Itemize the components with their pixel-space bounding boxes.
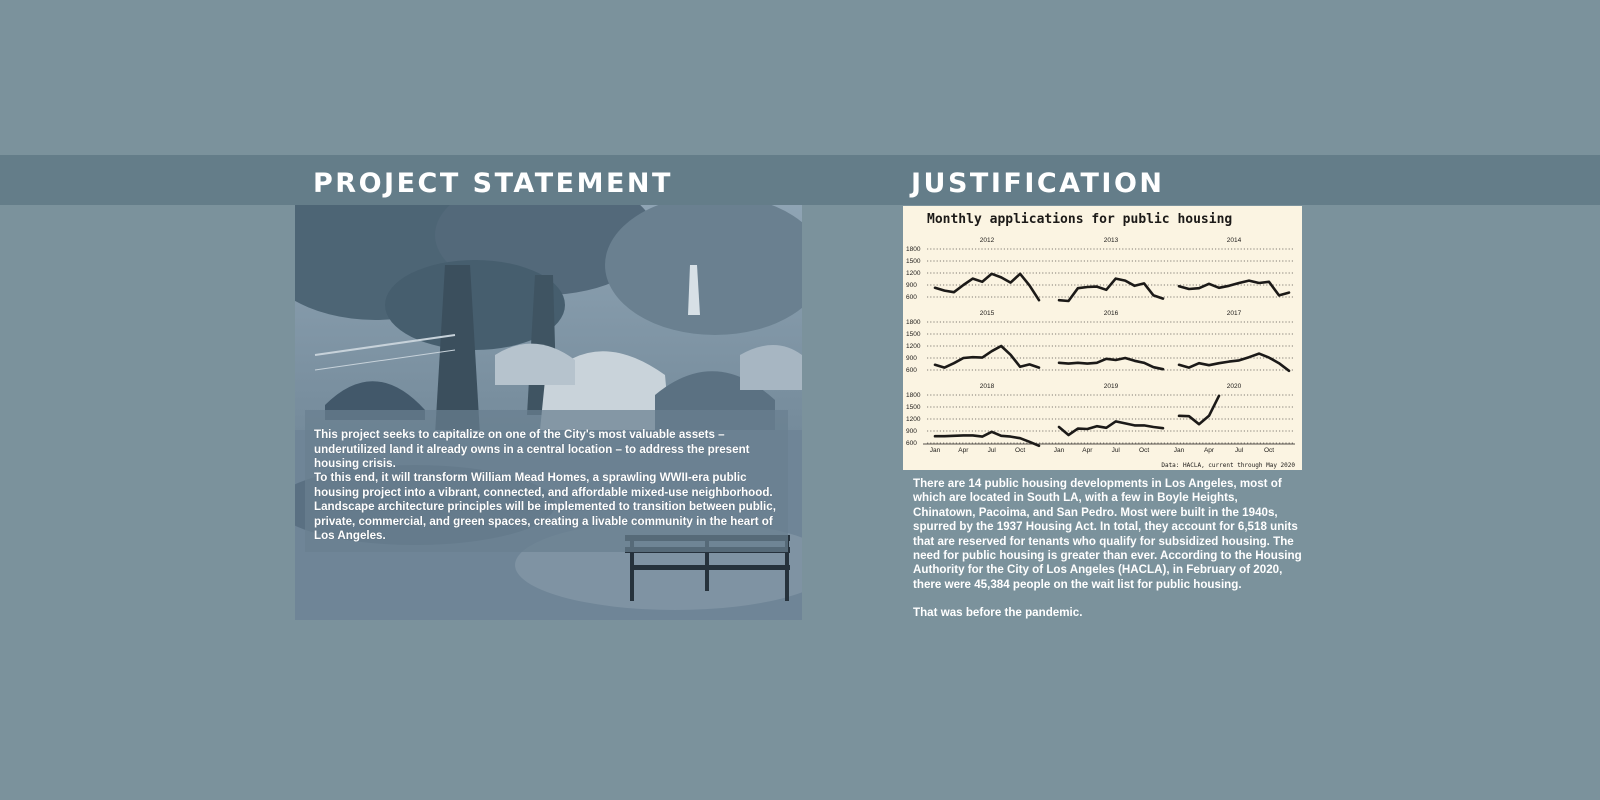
x-tick-label: Jul — [987, 447, 996, 454]
y-tick-label: 1800 — [906, 246, 921, 253]
statement-paragraph-2: To this end, it will transform William Mead Homes, a sprawling WWII-era public housing project into a vibrant, connected, and affordable mixed-use neighborhood. Landscape architecture principles will be implemented to transition between public, private, commercial, and green spaces, creating a livable community in the heart of Los Angeles. — [314, 471, 776, 542]
panel-year-label: 2016 — [1103, 310, 1119, 317]
y-tick-label: 600 — [906, 294, 917, 301]
project-statement-heading: PROJECT STATEMENT — [313, 168, 673, 199]
y-tick-label: 900 — [906, 355, 917, 362]
series-line-2019 — [1059, 421, 1163, 435]
y-tick-label: 1500 — [906, 331, 921, 338]
chart-canvas — [903, 206, 1302, 470]
x-tick-label: Oct — [1139, 447, 1150, 454]
x-tick-label: Oct — [1263, 447, 1275, 454]
series-line-2014 — [1179, 281, 1289, 296]
applications-chart — [903, 206, 1302, 470]
y-tick-label: 600 — [906, 440, 917, 447]
x-tick-label: Apr — [958, 447, 969, 454]
series-line-2016 — [1059, 358, 1163, 369]
chart-title: Monthly applications for public housing — [927, 212, 1233, 227]
x-tick-label: Apr — [1203, 447, 1215, 454]
justification-paragraph-2: That was before the pandemic. — [913, 606, 1083, 619]
header-band — [0, 155, 1600, 205]
y-tick-label: 1800 — [906, 319, 921, 326]
x-tick-label: Jan — [1173, 447, 1185, 454]
y-tick-label: 600 — [906, 367, 917, 374]
series-line-2013 — [1059, 279, 1163, 301]
y-tick-label: 900 — [906, 282, 917, 289]
y-tick-label: 1500 — [906, 258, 921, 265]
x-tick-label: Jan — [929, 447, 941, 454]
series-line-2017 — [1179, 354, 1289, 371]
x-tick-label: Jul — [1234, 447, 1244, 454]
series-line-2015 — [935, 346, 1039, 368]
statement-paragraph-1: This project seeks to capitalize on one of the City's most valuable assets – underutilized land it already owns in a central location – to address the present housing crisis. — [314, 428, 750, 470]
panel-year-label: 2014 — [1226, 237, 1242, 244]
panel-year-label: 2019 — [1103, 383, 1119, 390]
x-tick-label: Jan — [1053, 447, 1065, 454]
panel-year-label: 2013 — [1103, 237, 1119, 244]
y-tick-label: 1500 — [906, 404, 921, 411]
chart-source: Data: HACLA, current through May 2020 — [1161, 462, 1295, 469]
series-line-2012 — [935, 274, 1039, 300]
panel-year-label: 2017 — [1226, 310, 1242, 317]
y-tick-label: 1200 — [906, 343, 921, 350]
y-tick-label: 900 — [906, 428, 917, 435]
y-tick-label: 1800 — [906, 392, 921, 399]
panel-year-label: 2020 — [1226, 383, 1242, 390]
justification-paragraph-1: There are 14 public housing developments in Los Angeles, most of which are located in South LA, with a few in Boyle Heights, Chinatown, Pacoima, and San Pedro. Most were built in the 1940s, spurred by the 1937 Housing Act. In total, they account for 6,518 units that are reserved for tenants who qualify for subsidized housing. The need for public housing is greater than ever. According to the Housing Authority for the City of Los Angeles (HACLA), in February of 2020, there were 45,384 people on the wait list for public housing. — [913, 477, 1302, 591]
panel-year-label: 2015 — [979, 310, 995, 317]
tent-encampment-photo — [295, 205, 802, 620]
series-line-2020 — [1179, 396, 1219, 424]
justification-heading: JUSTIFICATION — [911, 168, 1165, 199]
panel-year-label: 2012 — [979, 237, 995, 244]
x-tick-label: Jul — [1111, 447, 1120, 454]
x-tick-label: Apr — [1082, 447, 1093, 454]
y-tick-label: 1200 — [906, 416, 921, 423]
panel-year-label: 2018 — [979, 383, 995, 390]
y-tick-label: 1200 — [906, 270, 921, 277]
x-tick-label: Oct — [1015, 447, 1026, 454]
